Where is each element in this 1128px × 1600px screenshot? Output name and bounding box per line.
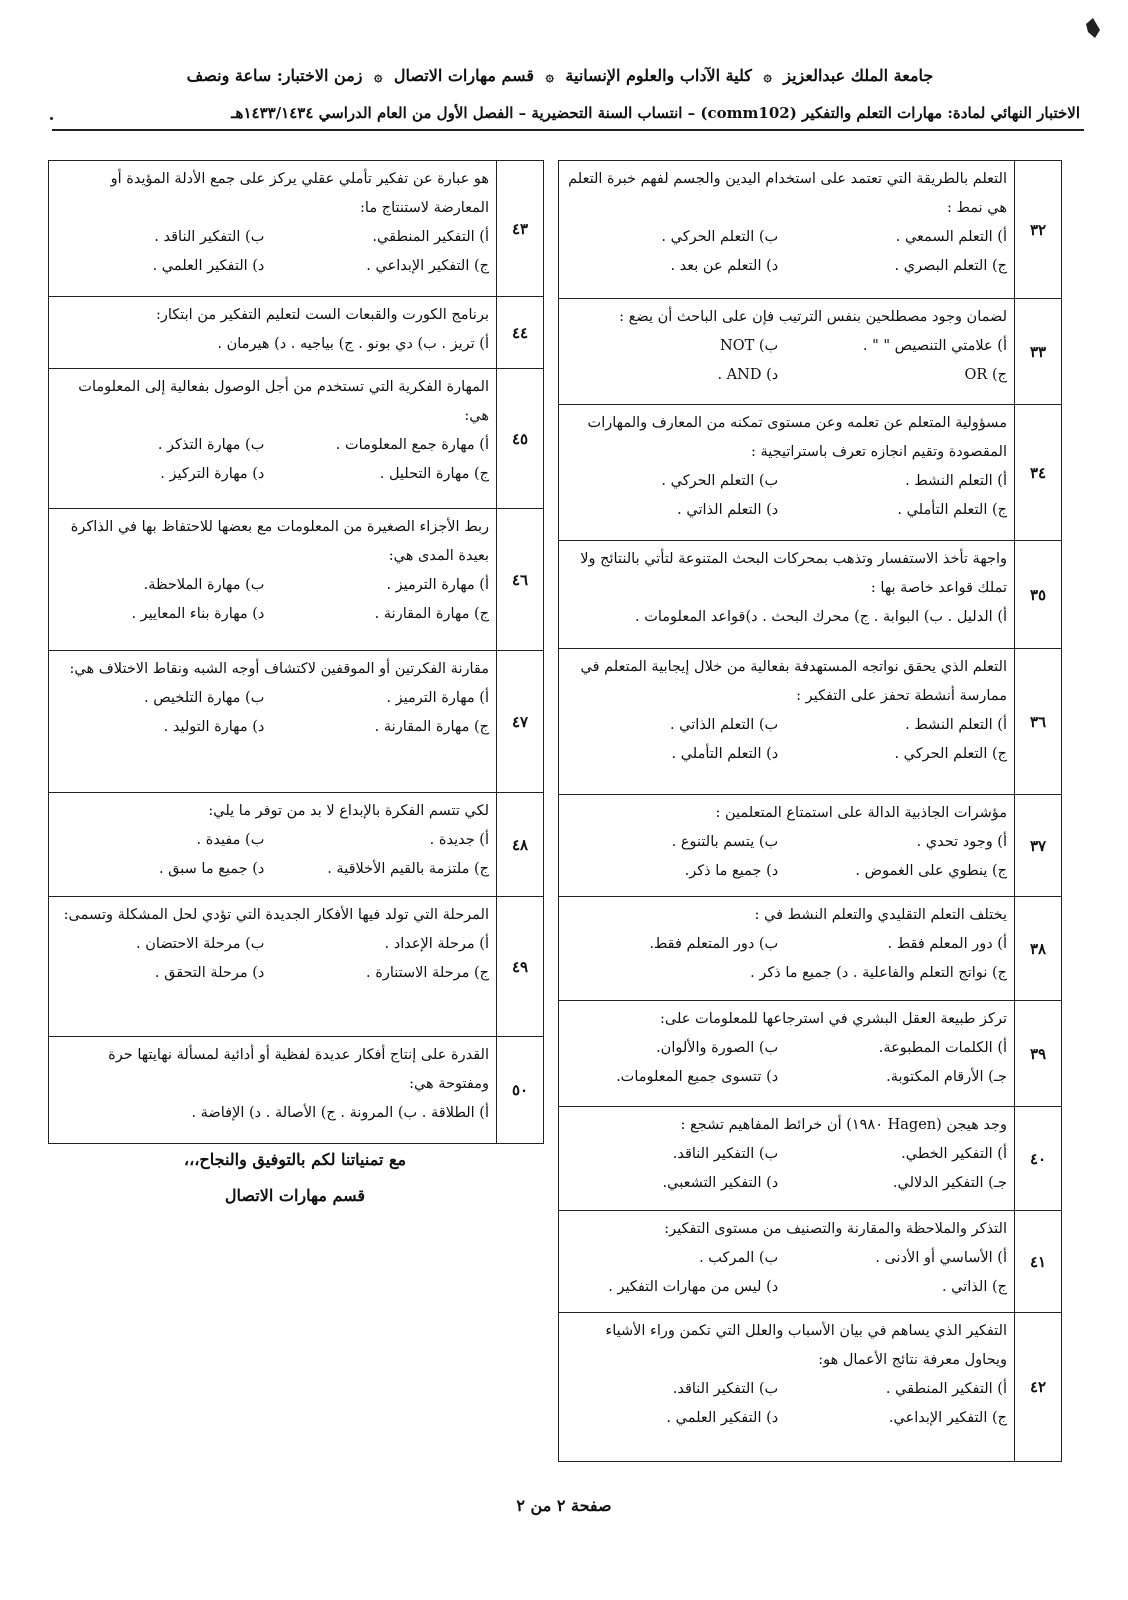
question-number: ٤٧: [496, 651, 543, 792]
question-row: [49, 297, 543, 369]
answer-option: د) مرحلة التحقق .: [154, 965, 265, 981]
question-row: [49, 1037, 543, 1143]
answer-option: أ) مهارة الترميز .: [386, 577, 489, 593]
answer-option: د) مهارة بناء المعايير .: [131, 606, 265, 622]
header-rule: [52, 129, 1084, 131]
closing-wish: مع تمنياتنا لكم بالتوفيق والنجاح،،،: [183, 1150, 407, 1169]
answer-option: أ) التعلم النشط .: [905, 473, 1007, 489]
question-row: [559, 795, 1061, 897]
answer-option: ب) التفكير الناقد.: [672, 1381, 779, 1397]
answer-option: أ) التفكير المنطقي .: [885, 1381, 1007, 1397]
question-body: [57, 797, 489, 884]
question-row: [559, 405, 1061, 541]
question-number: ٤٩: [496, 897, 543, 1036]
question-number: ٣٥: [1014, 541, 1061, 648]
answer-option: ب) مفيدة .: [196, 832, 265, 848]
answer-option: ب) مرحلة الاحتضان .: [136, 936, 265, 952]
answer-option: د) جميع ما سبق .: [158, 861, 265, 877]
question-body: [57, 901, 489, 988]
question-body: [57, 373, 489, 489]
answer-option: أ) الكلمات المطبوعة.: [878, 1040, 1007, 1056]
question-body: [567, 1005, 1007, 1092]
answer-option: د) ليس من مهارات التفكير .: [608, 1279, 779, 1295]
answer-option: ج) التعلم البصري .: [894, 258, 1007, 274]
ornament-icon: ۞: [763, 69, 772, 85]
question-body: [57, 165, 489, 281]
answer-option: ب) مهارة الملاحظة.: [143, 577, 265, 593]
question-row: [49, 897, 543, 1037]
answer-option: ب) دور المتعلم فقط.: [649, 936, 779, 952]
question-row: [49, 161, 543, 297]
answer-option: ج) مهارة المقارنة .: [374, 719, 489, 735]
answer-option: ب) التعلم الحركي .: [661, 473, 779, 489]
question-row: [559, 161, 1061, 299]
question-number: ٤٤: [496, 297, 543, 368]
answer-option: ب) التفكير الناقد .: [154, 229, 265, 245]
answer-option: د) التعلم عن بعد .: [670, 258, 779, 274]
question-number: ٣٨: [1014, 897, 1061, 1000]
question-body: [567, 1317, 1007, 1433]
question-stem: تركز طبيعة العقل البشري في استرجاعها للمعلومات على:: [660, 1011, 1007, 1027]
answer-option: ج) التفكير الإبداعي .: [366, 258, 489, 274]
question-number: ٤٨: [496, 793, 543, 896]
question-row: [559, 1211, 1061, 1313]
question-row: [559, 649, 1061, 795]
answer-option: جـ) الأرقام المكتوبة.: [886, 1069, 1007, 1085]
answer-option: د) التعلم الذاتي .: [677, 502, 779, 518]
question-stem: واجهة تأخذ الاستفسار وتذهب بمحركات البحث المتنوعة لتأتي بالنتائج ولا تملك قواعد خاصة بها :: [580, 551, 1007, 596]
answer-option: ب) الصورة والألوان.: [656, 1040, 779, 1056]
answer-option: أ) وجود تحدي .: [916, 834, 1007, 850]
answer-option: ج) التعلم التأملي .: [897, 502, 1007, 518]
question-stem: التفكير الذي يساهم في بيان الأسباب والعلل التي تكمن وراء الأشياء ويحاول معرفة نتائج الأعمال هو:: [605, 1323, 1007, 1368]
question-row: [49, 509, 543, 651]
question-stem: لكي تتسم الفكرة بالإبداع لا بد من توفر ما يلي:: [208, 803, 489, 819]
question-body: [567, 901, 1007, 988]
question-stem: ربط الأجزاء الصغيرة من المعلومات مع بعضها للاحتفاظ بها في الذاكرة بعيدة المدى هي:: [70, 519, 489, 564]
question-body: [567, 1111, 1007, 1198]
department-signature: قسم مهارات الاتصال: [224, 1186, 366, 1205]
answer-option: أ) مهارة جمع المعلومات .: [335, 437, 489, 453]
answer-option: ج) الذاتي .: [941, 1279, 1007, 1295]
answer-option: ج) التعلم الحركي .: [894, 746, 1007, 762]
answer-option: أ) مرحلة الإعداد .: [384, 936, 489, 952]
answer-option: ج) مهارة التحليل .: [379, 466, 489, 482]
stray-dot: [50, 117, 53, 120]
question-row: [559, 299, 1061, 405]
answer-option: د) تتسوى جميع المعلومات.: [616, 1069, 779, 1085]
answer-option: جـ) التفكير الدلالي.: [892, 1175, 1007, 1191]
question-body: [567, 165, 1007, 281]
question-row: [559, 541, 1061, 649]
exam-duration: زمن الاختبار: ساعة ونصف: [186, 66, 363, 85]
question-stem: التعلم بالطريقة التي تعتمد على استخدام اليدين والجسم لفهم خبرة التعلم هي نمط :: [568, 171, 1007, 216]
question-body: [57, 655, 489, 742]
question-row: [559, 897, 1061, 1001]
answer-option: ج) نواتج التعلم والفاعلية . د) جميع ما ذكر .: [750, 965, 1007, 981]
page-number: صفحة ٢ من ٢: [516, 1496, 612, 1515]
question-stem: لضمان وجود مصطلحين بنفس الترتيب فإن على الباحث أن يضع :: [619, 309, 1007, 325]
answer-option: ج) ملتزمة بالقيم الأخلاقية .: [327, 861, 489, 877]
answer-option: ب) التفكير الناقد.: [672, 1146, 779, 1162]
answer-option: أ) دور المعلم فقط .: [887, 936, 1007, 952]
question-number: ٤٦: [496, 509, 543, 650]
question-number: ٣٦: [1014, 649, 1061, 794]
answer-option: ب) التعلم الحركي .: [661, 229, 779, 245]
answer-option: ج) ينطوي على الغموض .: [855, 863, 1007, 879]
answer-option: د) التعلم التأملي .: [671, 746, 779, 762]
answer-option: د) جميع ما ذكر.: [684, 863, 779, 879]
answer-option: ج) OR: [964, 367, 1007, 383]
question-stem: المرحلة التي تولد فيها الأفكار الجديدة التي تؤدي لحل المشكلة وتسمى:: [63, 907, 489, 923]
answer-option: ج) التفكير الإبداعي.: [888, 1410, 1007, 1426]
question-body: [57, 513, 489, 629]
question-number: ٣٤: [1014, 405, 1061, 540]
answer-option: أ) تريز . ب) دي بونو . ج) بياجيه . د) هيرمان .: [217, 336, 489, 352]
ornament-icon: ۞: [374, 69, 383, 85]
answer-option: ب) مهارة التذكر .: [157, 437, 265, 453]
question-number: ٤٣: [496, 161, 543, 296]
question-body: [567, 545, 1007, 632]
question-number: ٥٠: [496, 1037, 543, 1143]
answer-option: أ) الطلاقة . ب) المرونة . ج) الأصالة . د) الإفاضة .: [191, 1105, 489, 1121]
question-stem: برنامج الكورت والقبعات الست لتعليم التفكير من ابتكار:: [155, 307, 489, 323]
question-row: [49, 651, 543, 793]
question-number: ٣٣: [1014, 299, 1061, 404]
college-name: كلية الآداب والعلوم الإنسانية: [565, 66, 752, 85]
university-name: جامعة الملك عبدالعزيز: [783, 66, 934, 85]
question-stem: القدرة على إنتاج أفكار عديدة لفظية أو أدائية لمسألة نهايتها حرة ومفتوحة هي:: [108, 1047, 489, 1092]
question-number: ٣٢: [1014, 161, 1061, 298]
answer-option: د) التفكير العلمي .: [152, 258, 265, 274]
answer-option: ب) التعلم الذاتي .: [669, 717, 779, 733]
question-stem: مؤشرات الجاذبية الدالة على استمتاع المتعلمين :: [715, 805, 1007, 821]
answer-option: أ) مهارة الترميز .: [386, 690, 489, 706]
answer-option: أ) التعلم السمعي .: [895, 229, 1007, 245]
question-body: [567, 409, 1007, 525]
question-row: [559, 1107, 1061, 1211]
question-stem: يختلف التعلم التقليدي والتعلم النشط في :: [754, 907, 1007, 923]
answer-option: د) التفكير التشعبي.: [662, 1175, 779, 1191]
ornament-icon: ۞: [545, 69, 554, 85]
question-body: [567, 653, 1007, 769]
answer-option: د) مهارة التوليد .: [163, 719, 265, 735]
answer-option: أ) التفكير الخطي.: [901, 1146, 1007, 1162]
question-stem: مسؤولية المتعلم عن تعلمه وعن مستوى تمكنه من المعارف والمهارات المقصودة وتقيم انجازه تعرف باستراتيجية :: [587, 415, 1007, 460]
question-number: ٤٠: [1014, 1107, 1061, 1210]
answer-option: ب) يتسم بالتنوع .: [671, 834, 779, 850]
question-stem: التذكر والملاحظة والمقارنة والتصنيف من مستوى التفكير:: [664, 1221, 1007, 1237]
question-row: [559, 1313, 1061, 1461]
answer-option: أ) الأساسي أو الأدنى .: [875, 1250, 1007, 1266]
corner-mark-icon: [1086, 18, 1100, 38]
question-number: ٣٧: [1014, 795, 1061, 896]
question-number: ٤١: [1014, 1211, 1061, 1312]
answer-option: أ) الدليل . ب) البوابة . ج) محرك البحث . د)قواعد المعلومات .: [634, 609, 1007, 625]
question-number: ٤٢: [1014, 1313, 1061, 1461]
department-name: قسم مهارات الاتصال: [393, 66, 535, 85]
questions-table-right: [558, 160, 1062, 1462]
questions-table-left: [48, 160, 544, 1144]
question-body: [57, 301, 489, 359]
answer-option: د) AND .: [717, 367, 779, 383]
answer-option: ج) مرحلة الاستنارة .: [366, 965, 489, 981]
exam-header: [40, 66, 1080, 85]
question-stem: هو عبارة عن تفكير تأملي عقلي يركز على جمع الأدلة المؤيدة أو المعارضة لاستنتاج ما:: [110, 171, 489, 216]
question-stem: مقارنة الفكرتين أو الموقفين لاكتشاف أوجه الشبه ونقاط الاختلاف هي:: [69, 661, 489, 677]
answer-option: ب) المركب .: [699, 1250, 779, 1266]
exam-title-line: الاختبار النهائي لمادة: مهارات التعلم والتفكير (comm102) – انتساب السنة التحضيرية – الفصل الأول من العام الدراسي ١٤٣٣/١٤٣٤هـ: [231, 104, 1080, 122]
question-body: [567, 1215, 1007, 1302]
question-row: [559, 1001, 1061, 1107]
answer-option: ج) مهارة المقارنة .: [374, 606, 489, 622]
question-row: [49, 369, 543, 509]
question-number: ٤٥: [496, 369, 543, 508]
answer-option: أ) التفكير المنطقي.: [372, 229, 489, 245]
question-body: [57, 1041, 489, 1128]
answer-option: ب) NOT: [720, 338, 779, 354]
question-number: ٣٩: [1014, 1001, 1061, 1106]
answer-option: أ) جديدة .: [429, 832, 489, 848]
question-row: [49, 793, 543, 897]
answer-option: أ) التعلم النشط .: [905, 717, 1007, 733]
question-stem: وجد هيجن (Hagen ١٩٨٠) أن خرائط المفاهيم تشجع :: [680, 1117, 1007, 1133]
question-body: [567, 303, 1007, 390]
answer-option: د) التفكير العلمي .: [666, 1410, 779, 1426]
question-stem: التعلم الذي يحقق نواتجه المستهدفة بفعالية من خلال إيجابية المتعلم في ممارسة أنشطة تحفز على التفكير :: [580, 659, 1007, 704]
answer-option: د) مهارة التركيز .: [160, 466, 265, 482]
question-body: [567, 799, 1007, 886]
question-stem: المهارة الفكرية التي تستخدم من أجل الوصول بفعالية إلى المعلومات هي:: [78, 379, 489, 424]
answer-option: ب) مهارة التلخيص .: [144, 690, 265, 706]
answer-option: أ) علامتي التنصيص " " .: [862, 338, 1007, 354]
